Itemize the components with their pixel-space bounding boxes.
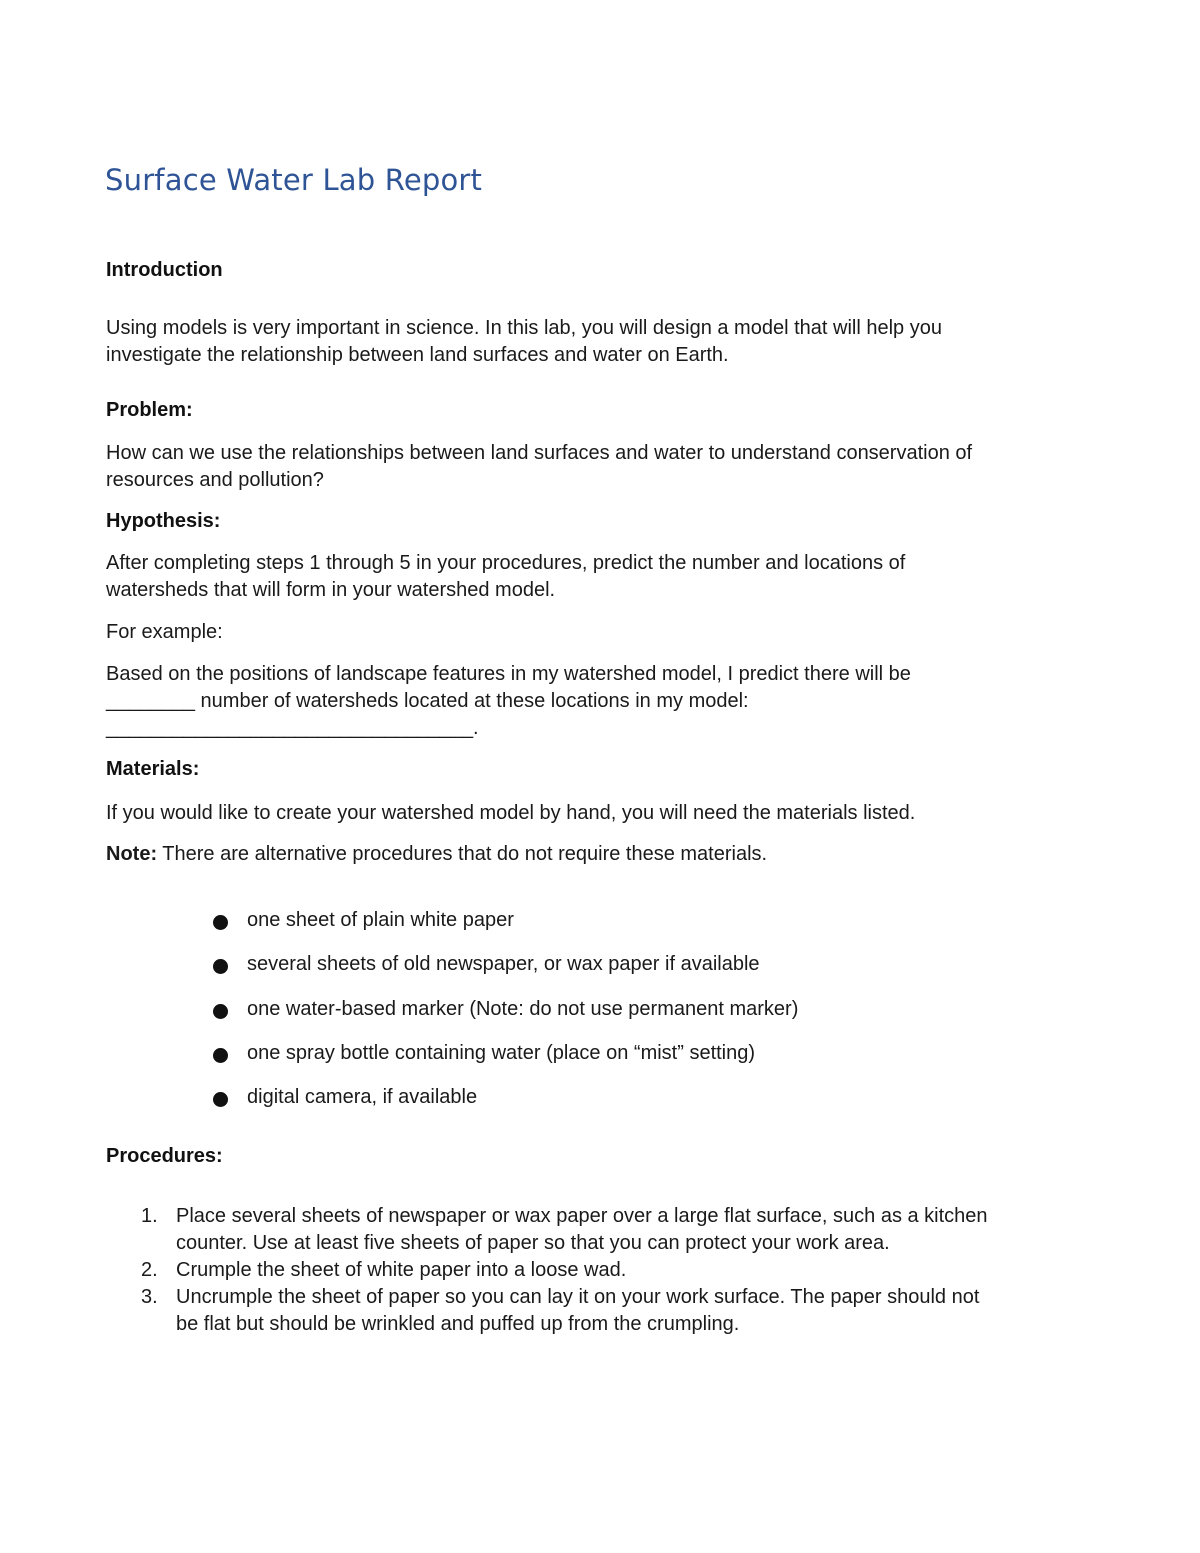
list-item	[213, 994, 1013, 1038]
procedure-step	[106, 1257, 1086, 1284]
procedure-step	[106, 1203, 1086, 1257]
bullet-icon	[213, 1092, 228, 1107]
hypothesis-paragraph	[106, 550, 1066, 604]
step-number: 3.	[141, 1286, 158, 1308]
list-item-text: one sheet of plain white paper	[247, 909, 514, 931]
bullet-icon	[213, 1004, 228, 1019]
example-line: Based on the positions of landscape features in my watershed model, I predict there will be	[106, 663, 911, 685]
example-line: _________________________________.	[106, 717, 479, 739]
introduction-line: Using models is very important in science. In this lab, you will design a model that will help you	[106, 317, 942, 339]
step-line: be flat but should be wrinkled and puffed up from the crumpling.	[176, 1313, 740, 1335]
bullet-icon	[213, 1048, 228, 1063]
introduction-heading: Introduction	[106, 259, 223, 281]
step-line: Crumple the sheet of white paper into a loose wad.	[176, 1259, 627, 1281]
hypothesis-heading: Hypothesis:	[106, 510, 221, 532]
list-item-text: several sheets of old newspaper, or wax paper if available	[247, 953, 760, 976]
list-item	[213, 1038, 1013, 1082]
hypothesis-line: watersheds that will form in your watershed model.	[106, 579, 556, 601]
bullet-icon	[213, 959, 228, 974]
example-paragraph	[106, 661, 1066, 742]
page-title: Surface Water Lab Report	[105, 163, 483, 197]
example-line: ________ number of watersheds located at these locations in my model:	[106, 690, 749, 712]
problem-paragraph	[106, 440, 1066, 494]
problem-heading: Problem:	[106, 399, 193, 421]
hypothesis-line: After completing steps 1 through 5 in your procedures, predict the number and locations of	[106, 552, 906, 574]
step-number: 1.	[141, 1205, 158, 1227]
list-item-text: digital camera, if available	[247, 1086, 478, 1109]
procedures-heading: Procedures:	[106, 1145, 223, 1167]
note-text: There are alternative procedures that do not require these materials.	[157, 843, 768, 865]
materials-note	[106, 841, 1066, 868]
procedure-step	[106, 1284, 1086, 1338]
list-item	[213, 949, 1013, 993]
bullet-icon	[213, 915, 228, 930]
list-item-text: one water-based marker (Note: do not use permanent marker)	[247, 997, 799, 1020]
materials-intro: If you would like to create your watershed model by hand, you will need the materials listed.	[106, 802, 916, 824]
problem-line: resources and pollution?	[106, 469, 324, 491]
step-line: counter. Use at least five sheets of paper so that you can protect your work area.	[176, 1232, 890, 1254]
step-line: Uncrumple the sheet of paper so you can lay it on your work surface. The paper should not	[176, 1286, 980, 1308]
materials-heading: Materials:	[106, 758, 200, 780]
list-item	[213, 905, 1013, 949]
procedures-list	[106, 1203, 1086, 1338]
list-item-text: one spray bottle containing water (place on “mist” setting)	[247, 1041, 756, 1064]
list-item	[213, 1082, 1013, 1126]
introduction-paragraph	[106, 315, 1066, 369]
introduction-line: investigate the relationship between land surfaces and water on Earth.	[106, 344, 729, 366]
note-label: Note:	[106, 843, 158, 865]
problem-line: How can we use the relationships between land surfaces and water to understand conservation of	[106, 442, 973, 464]
step-line: Place several sheets of newspaper or wax paper over a large flat surface, such as a kitchen	[176, 1205, 988, 1227]
example-label: For example:	[106, 621, 223, 643]
step-number: 2.	[141, 1259, 158, 1281]
materials-list	[213, 905, 1013, 1126]
